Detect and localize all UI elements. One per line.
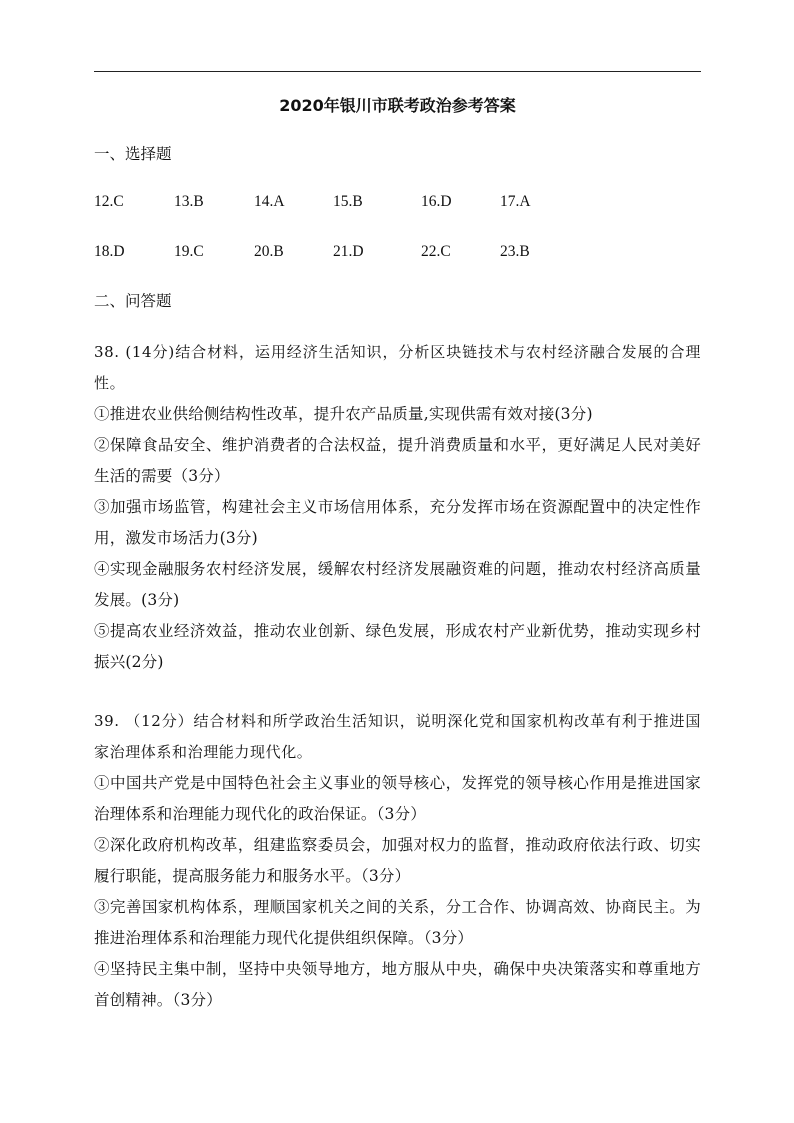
- question-39-point-4: ④坚持民主集中制，坚持中央领导地方，地方服从中央，确保中央决策落实和尊重地方首创精神。（3分）: [94, 960, 701, 1009]
- question-39-point-2: ②深化政府机构改革，组建监察委员会，加强对权力的监督，推动政府依法行政、切实履行职能，提高服务能力和服务水平。（3分）: [94, 836, 701, 885]
- answer-19: 19.C: [174, 243, 204, 260]
- answer-15: 15.B: [333, 193, 363, 210]
- answer-17: 17.A: [500, 193, 531, 210]
- answer-22: 22.C: [421, 243, 451, 260]
- answer-row-2: [94, 240, 701, 264]
- answer-23: 23.B: [500, 243, 530, 260]
- answer-13: 13.B: [174, 193, 204, 210]
- section-heading-essay: 二、问答题: [94, 292, 172, 310]
- answer-21: 21.D: [333, 243, 364, 260]
- answer-18: 18.D: [94, 243, 125, 260]
- answer-16: 16.D: [421, 193, 452, 210]
- question-38-point-1: ①推进农业供给侧结构性改革，提升农产品质量,实现供需有效对接(3分): [94, 405, 593, 423]
- question-38-point-4: ④实现金融服务农村经济发展，缓解农村经济发展融资难的问题，推动农村经济高质量发展。(3分): [94, 560, 701, 609]
- answer-row-1: [94, 190, 701, 214]
- question-38-point-2: ②保障食品安全、维护消费者的合法权益，提升消费质量和水平，更好满足人民对美好生活的需要（3分）: [94, 436, 701, 485]
- answer-12: 12.C: [94, 193, 124, 210]
- question-38-prompt: 38. (14分)结合材料，运用经济生活知识，分析区块链技术与农村经济融合发展的合理性。: [94, 343, 701, 392]
- question-38-point-3: ③加强市场监管，构建社会主义市场信用体系，充分发挥市场在资源配置中的决定性作用，激发市场活力(3分): [94, 498, 701, 547]
- question-39-prompt: 39. （12分）结合材料和所学政治生活知识，说明深化党和国家机构改革有利于推进国家治理体系和治理能力现代化。: [94, 712, 701, 761]
- question-39: [94, 706, 701, 1016]
- answer-20: 20.B: [254, 243, 284, 260]
- question-39-point-3: ③完善国家机构体系，理顺国家机关之间的关系，分工合作、协调高效、协商民主。为推进治理体系和治理能力现代化提供组织保障。（3分）: [94, 898, 701, 947]
- answer-14: 14.A: [254, 193, 285, 210]
- header-rule: [94, 71, 701, 72]
- question-38: [94, 337, 701, 678]
- question-38-point-5: ⑤提高农业经济效益，推动农业创新、绿色发展，形成农村产业新优势，推动实现乡村振兴(2分): [94, 622, 701, 671]
- question-39-point-1: ①中国共产党是中国特色社会主义事业的领导核心，发挥党的领导核心作用是推进国家治理体系和治理能力现代化的政治保证。（3分）: [94, 774, 701, 823]
- section-heading-choice: 一、选择题: [94, 145, 172, 163]
- page-title: 2020年银川市联考政治参考答案: [279, 96, 516, 115]
